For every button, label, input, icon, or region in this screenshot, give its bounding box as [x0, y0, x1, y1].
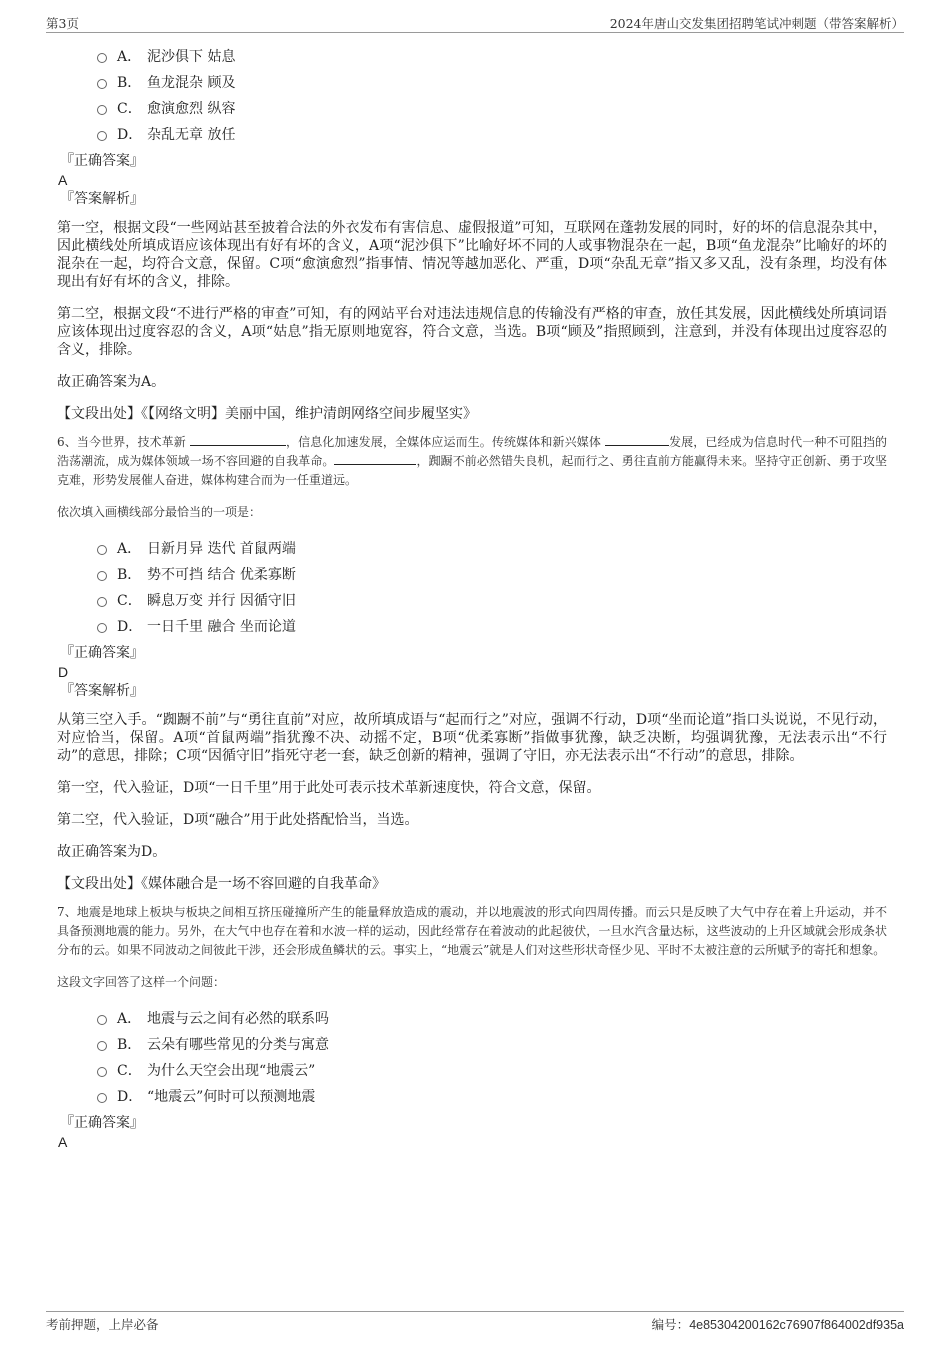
q6-analysis-label: 『答案解析』 [60, 683, 144, 699]
radio-icon[interactable] [97, 1015, 107, 1025]
q7-answer: A [58, 1134, 68, 1150]
q6-conclusion: 故正确答案为D。 [57, 844, 167, 860]
blank-1 [190, 433, 286, 446]
q5-answer: A [58, 172, 68, 188]
q7-answer-label: 『正确答案』 [60, 1115, 144, 1131]
page-header [46, 14, 904, 33]
q5-answer-label: 『正确答案』 [60, 153, 144, 169]
q6-answer: D [58, 664, 69, 680]
q6-answer-label: 『正确答案』 [60, 645, 144, 661]
q7-option-b[interactable]: B． 云朵有哪些常见的分类与寓意 [97, 1032, 887, 1058]
q6-prompt: 依次填入画横线部分最恰当的一项是： [57, 505, 262, 519]
page-number: 第3页 [46, 16, 79, 31]
q7-question-text: 7、地震是地球上板块与板块之间相互挤压碰撞所产生的能量释放造成的震动，并以地震波的形式向四周传播。而云只是反映了大气中存在着上升运动，并不具备预测地震的能力。另外，在大气中也存在着和水波一样的运动，因此经常存在着波动的此起彼伏，一旦水汽含量达标，这些波动的上升区域就会形成条状分布的云。如果不同波动之间彼此干涉，还会形成鱼鳞状的云。事实上，“地震云”就是人们对这些形状奇怪少见、平时不太被注意的云所赋予的寄托和想象。 [57, 905, 887, 957]
q5-analysis-para-2: 第二空，根据文段“不进行严格的审查”可知，有的网站平台对违法违规信息的传输没有严格的审查，放任其发展，因此横线处所填词语应该体现出过度容忍的含义，A项“姑息”指无原则地宽容，符合文意，当选。B项“顾及”指照顾到，注意到，并没有体现出过度容忍的含义，排除。 [57, 306, 887, 358]
q6-option-c[interactable]: C． 瞬息万变 并行 因循守旧 [97, 588, 887, 614]
q7-prompt: 这段文字回答了这样一个问题： [57, 975, 226, 989]
blank-2 [605, 433, 669, 446]
q5-analysis-label: 『答案解析』 [60, 191, 144, 207]
document-code: 编号：4e85304200162c76907f864002df935a [651, 1317, 904, 1332]
radio-icon[interactable] [97, 131, 107, 141]
blank-3 [334, 452, 416, 465]
q7-option-d[interactable]: D． “地震云”何时可以预测地震 [97, 1084, 887, 1110]
q6-analysis-para-2: 第一空，代入验证，D项“一日千里”用于此处可表示技术革新速度快，符合文意，保留。 [57, 780, 601, 796]
q5-options [97, 44, 887, 148]
radio-icon[interactable] [97, 79, 107, 89]
q5-conclusion: 故正确答案为A。 [57, 374, 166, 390]
radio-icon[interactable] [97, 545, 107, 555]
q6-analysis-para-1: 从第三空入手。“踟蹰不前”与“勇往直前”对应，故所填成语与“起而行之”对应，强调不行动，D项“坐而论道”指口头说说，不见行动，对应恰当，保留。A项“首鼠两端”指犹豫不决、动摇不定，B项“优柔寡断”指做事犹豫，缺乏决断，均强调犹豫，无法表示出“不行动”的意思，排除；C项“因循守旧”指死守老一套，缺乏创新的精神，强调了守旧，亦无法表示出“不行动”的意思，排除。 [57, 712, 887, 764]
q7-option-c[interactable]: C． 为什么天空会出现“地震云” [97, 1058, 887, 1084]
q6-source: 【文段出处】《媒体融合是一场不容回避的自我革命》 [57, 876, 386, 892]
document-title: 2024年唐山交发集团招聘笔试冲刺题（带答案解析） [609, 16, 904, 31]
q6-option-a[interactable]: A． 日新月异 迭代 首鼠两端 [97, 536, 887, 562]
q7-option-a[interactable]: A． 地震与云之间有必然的联系吗 [97, 1006, 887, 1032]
q6-question-text: 6、当今世界，技术革新 ，信息化加速发展，全媒体应运而生。传统媒体和新兴媒体 发展，已经成为信息时代一种不可阻挡的浩荡潮流，成为媒体领域一场不容回避的自我革命。 ，踟蹰不前必然错失良机，起而行之、勇往直前方能赢得未来。坚持守正创新、勇于攻坚克难，形势发展催人奋进，媒体构建合而为一任重道远。 [57, 435, 887, 487]
page-content [57, 44, 887, 1151]
q6-options [97, 536, 887, 640]
radio-icon[interactable] [97, 105, 107, 115]
q6-option-d[interactable]: D． 一日千里 融合 坐而论道 [97, 614, 887, 640]
q5-source: 【文段出处】《【网络文明】美丽中国，维护清朗网络空间步履坚实》 [57, 406, 477, 422]
q5-option-d[interactable]: D． 杂乱无章 放任 [97, 122, 887, 148]
radio-icon[interactable] [97, 623, 107, 633]
radio-icon[interactable] [97, 53, 107, 63]
q5-option-a[interactable]: A． 泥沙俱下 姑息 [97, 44, 887, 70]
page-footer [46, 1311, 904, 1333]
radio-icon[interactable] [97, 571, 107, 581]
q7-options [97, 1006, 887, 1110]
q6-option-b[interactable]: B． 势不可挡 结合 优柔寡断 [97, 562, 887, 588]
radio-icon[interactable] [97, 1067, 107, 1077]
radio-icon[interactable] [97, 1041, 107, 1051]
q5-option-b[interactable]: B． 鱼龙混杂 顾及 [97, 70, 887, 96]
q5-option-c[interactable]: C． 愈演愈烈 纵容 [97, 96, 887, 122]
footer-slogan: 考前押题，上岸必备 [46, 1317, 159, 1332]
q6-analysis-para-3: 第二空，代入验证，D项“融合”用于此处搭配恰当，当选。 [57, 812, 419, 828]
radio-icon[interactable] [97, 1093, 107, 1103]
radio-icon[interactable] [97, 597, 107, 607]
q5-analysis-para-1: 第一空，根据文段“一些网站甚至披着合法的外衣发布有害信息、虚假报道”可知，互联网在蓬勃发展的同时，好的坏的信息混杂其中，因此横线处所填成语应该体现出有好有坏的含义，A项“泥沙俱下”比喻好坏不同的人或事物混杂在一起，B项“鱼龙混杂”比喻好的坏的混杂在一起，均符合文意，保留。C项“愈演愈烈”指事情、情况等越加恶化、严重，D项“杂乱无章”指又多又乱，没有条理，均没有体现出有好有坏的含义，排除。 [57, 220, 887, 290]
